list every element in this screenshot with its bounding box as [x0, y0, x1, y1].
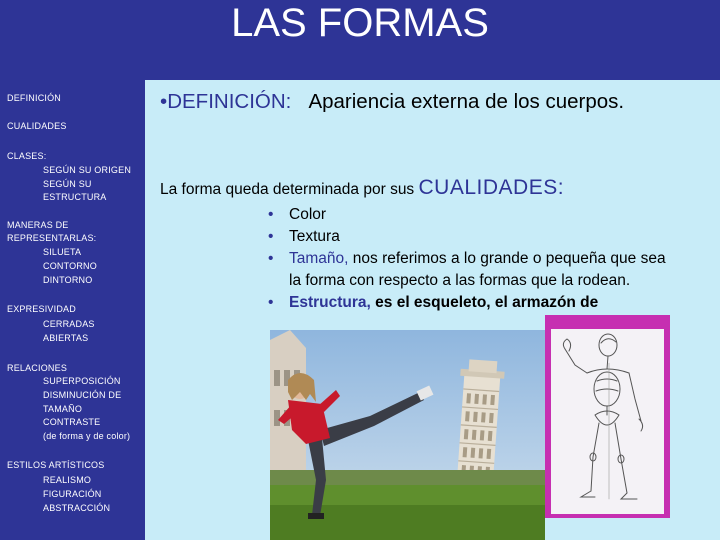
quality-text: es el esqueleto, el armazón de	[375, 294, 599, 311]
bullet: •	[268, 294, 274, 311]
photo-pisa-tower	[270, 330, 545, 540]
list-item	[268, 292, 668, 314]
nav-estilos-item[interactable]: REALISMO	[43, 475, 92, 485]
bullet: •	[268, 228, 274, 245]
quality-text: Textura	[289, 228, 340, 245]
nav-estilos[interactable]: ESTILOS ARTÍSTICOS	[7, 460, 105, 470]
nav-maneras-line2[interactable]: REPRESENTARLAS:	[7, 233, 97, 243]
nav-maneras[interactable]: MANERAS DE	[7, 220, 69, 230]
qualities-intro-text: La forma queda determinada por sus	[160, 181, 415, 198]
nav-maneras-item[interactable]: SILUETA	[43, 247, 82, 257]
nav-clases-item[interactable]: SEGÚN SU	[43, 179, 92, 189]
quality-text: Color	[289, 206, 327, 223]
list-item	[268, 248, 668, 292]
quality-keyword: Tamaño,	[289, 250, 349, 267]
skeleton-sketch-illustration	[551, 329, 664, 514]
nav-expresividad[interactable]: EXPRESIVIDAD	[7, 304, 76, 314]
nav-expresividad-item[interactable]: CERRADAS	[43, 319, 95, 329]
sketch-paper	[551, 329, 664, 514]
nav-relaciones-item[interactable]: (de forma y de color)	[43, 431, 131, 441]
list-item	[268, 204, 668, 226]
nav-clases-item[interactable]: ESTRUCTURA	[43, 192, 107, 202]
definition-text	[160, 88, 700, 115]
bullet: •	[268, 250, 274, 267]
nav-clases[interactable]: CLASES:	[7, 151, 47, 161]
qualities-keyword: CUALIDADES:	[418, 176, 565, 199]
nav-relaciones[interactable]: RELACIONES	[7, 363, 68, 373]
nav-cualidades[interactable]: CUALIDADES	[7, 121, 67, 131]
qualities-list	[268, 204, 668, 314]
nav-relaciones-item[interactable]: CONTRASTE	[43, 417, 101, 427]
quality-text: nos referimos a lo grande o pequeña que sea la forma con respecto a las formas que la rodean.	[289, 250, 666, 289]
nav-clases-item[interactable]: SEGÚN SU ORIGEN	[43, 165, 132, 175]
qualities-intro	[160, 176, 564, 200]
sketch-frame	[545, 315, 670, 518]
nav-relaciones-item[interactable]: SUPERPOSICIÓN	[43, 376, 121, 386]
photo-pisa-tower-illustration	[270, 330, 545, 540]
bullet: •	[268, 206, 274, 223]
nav-definicion[interactable]: DEFINICIÓN	[7, 93, 62, 103]
definition-bullet: •	[160, 90, 168, 113]
sidebar-nav	[0, 80, 145, 540]
slide-title: LAS FORMAS	[231, 1, 489, 45]
nav-maneras-item[interactable]: DINTORNO	[43, 275, 93, 285]
title-bar	[0, 0, 720, 80]
nav-maneras-item[interactable]: CONTORNO	[43, 261, 97, 271]
list-item	[268, 226, 668, 248]
nav-estilos-item[interactable]: ABSTRACCIÓN	[43, 503, 111, 513]
definition-body: Apariencia externa de los cuerpos.	[308, 90, 625, 113]
nav-relaciones-item[interactable]: TAMAÑO	[43, 404, 83, 414]
quality-keyword: Estructura,	[289, 294, 371, 311]
nav-relaciones-item[interactable]: DISMINUCIÓN DE	[43, 390, 122, 400]
definition-keyword: DEFINICIÓN:	[167, 90, 292, 113]
nav-estilos-item[interactable]: FIGURACIÓN	[43, 489, 102, 499]
nav-expresividad-item[interactable]: ABIERTAS	[43, 333, 89, 343]
